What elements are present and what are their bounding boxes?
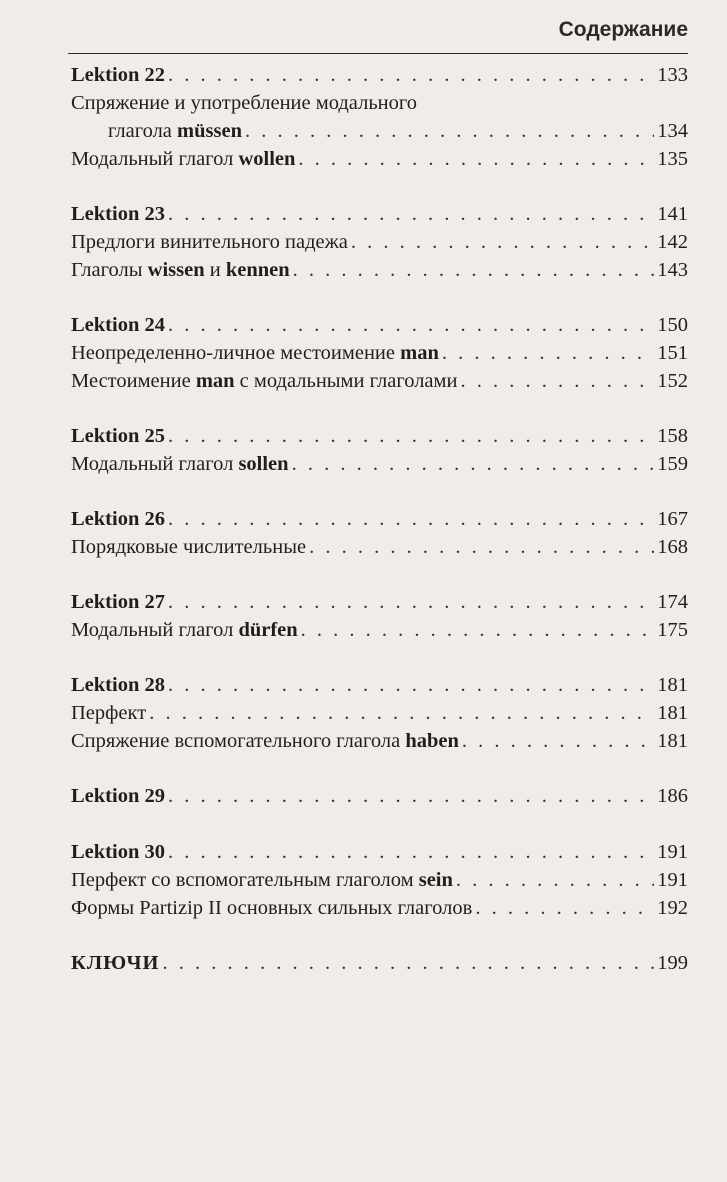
leader-dots — [168, 587, 654, 617]
toc-lesson-24[interactable] — [71, 310, 688, 340]
toc-entry-duerfen[interactable] — [71, 615, 688, 645]
page-number: 186 — [657, 785, 688, 807]
page-number: 181 — [657, 730, 688, 752]
leader-dots — [462, 726, 654, 756]
leader-dots — [351, 227, 654, 257]
toc-entry-partizip[interactable] — [71, 893, 688, 923]
toc-lesson-28[interactable] — [71, 670, 688, 700]
leader-dots — [301, 615, 655, 645]
leader-dots — [149, 698, 654, 728]
leader-dots — [293, 255, 655, 285]
page-number: 152 — [657, 370, 688, 392]
leader-dots — [168, 781, 654, 811]
page-number: 174 — [657, 591, 688, 613]
leader-dots — [298, 144, 654, 174]
leader-dots — [162, 948, 654, 978]
toc-entry-first-line: Спряжение и употребление модального — [71, 92, 418, 114]
toc-lesson-30[interactable] — [71, 837, 688, 867]
lesson-title: Lektion 29 — [71, 785, 165, 807]
page-number: 133 — [657, 64, 688, 86]
leader-dots — [245, 116, 654, 146]
page-number: 181 — [657, 674, 688, 696]
page-number: 191 — [657, 841, 688, 863]
toc-entry-man-modal[interactable] — [71, 366, 688, 396]
leader-dots — [168, 670, 654, 700]
toc-lesson-27[interactable] — [71, 587, 688, 617]
toc-entry-wissen-kennen[interactable] — [71, 255, 688, 285]
toc-entry-man[interactable] — [71, 338, 688, 368]
toc-entry-prepositions[interactable] — [71, 227, 688, 257]
page-number: 191 — [657, 869, 688, 891]
lesson-title: Lektion 22 — [71, 64, 165, 86]
lesson-title: Lektion 26 — [71, 508, 165, 530]
leader-dots — [456, 865, 654, 895]
entry-title: Глаголы wissen и kennen — [71, 259, 290, 281]
running-header: Содержание — [558, 18, 688, 41]
toc-lesson-23[interactable] — [71, 199, 688, 229]
toc-lesson-25[interactable] — [71, 421, 688, 451]
page-number: 141 — [657, 203, 688, 225]
page-number: 143 — [657, 259, 688, 281]
page-number: 175 — [657, 619, 688, 641]
toc-keys[interactable] — [71, 948, 688, 978]
entry-title: Порядковые числительные — [71, 536, 307, 558]
toc-lesson-29[interactable] — [71, 781, 688, 811]
toc-entry-perfekt[interactable] — [71, 698, 688, 728]
leader-dots — [460, 366, 654, 396]
leader-dots — [168, 310, 654, 340]
header-rule — [68, 53, 688, 54]
entry-title: Неопределенно-личное местоимение man — [71, 342, 439, 364]
lesson-title: Lektion 27 — [71, 591, 165, 613]
page-number: 142 — [657, 231, 688, 253]
page-number: 150 — [657, 314, 688, 336]
entry-title: Предлоги винительного падежа — [71, 231, 348, 253]
entry-title: Местоимение man с модальными глаголами — [71, 370, 458, 392]
entry-title: Перфект — [71, 702, 147, 724]
toc-entry-ordinals[interactable] — [71, 532, 688, 562]
page-number: 199 — [657, 952, 688, 974]
page-number: 158 — [657, 425, 688, 447]
page-number: 168 — [657, 536, 688, 558]
entry-title: Модальный глагол wollen — [71, 148, 296, 170]
lesson-title: Lektion 30 — [71, 841, 165, 863]
page-number: 192 — [657, 897, 688, 919]
toc-entry-wollen[interactable] — [71, 144, 688, 174]
leader-dots — [168, 421, 654, 451]
entry-title: глагола müssen — [108, 120, 242, 142]
page-number: 167 — [657, 508, 688, 530]
page-number: 181 — [657, 702, 688, 724]
entry-title: Модальный глагол dürfen — [71, 619, 298, 641]
entry-title: Формы Partizip II основных сильных глаголов — [71, 897, 473, 919]
page-number: 151 — [657, 342, 688, 364]
lesson-title: Lektion 23 — [71, 203, 165, 225]
leader-dots — [168, 60, 654, 90]
entry-title: Спряжение вспомогательного глагола haben — [71, 730, 459, 752]
toc-entry-haben[interactable] — [71, 726, 688, 756]
entry-title: Перфект со вспомогательным глаголом sein — [71, 869, 453, 891]
leader-dots — [292, 449, 655, 479]
toc-lesson-22[interactable] — [71, 60, 688, 90]
leader-dots — [168, 199, 654, 229]
toc-lesson-26[interactable] — [71, 504, 688, 534]
entry-title: Модальный глагол sollen — [71, 453, 289, 475]
leader-dots — [442, 338, 654, 368]
lesson-title: Lektion 24 — [71, 314, 165, 336]
keys-title: КЛЮЧИ — [71, 952, 160, 974]
leader-dots — [309, 532, 654, 562]
leader-dots — [475, 893, 654, 923]
page-number: 134 — [657, 120, 688, 142]
toc-entry-sein[interactable] — [71, 865, 688, 895]
page-number: 135 — [657, 148, 688, 170]
toc-entry-sollen[interactable] — [71, 449, 688, 479]
leader-dots — [168, 504, 654, 534]
lesson-title: Lektion 25 — [71, 425, 165, 447]
page-number: 159 — [657, 453, 688, 475]
leader-dots — [168, 837, 654, 867]
lesson-title: Lektion 28 — [71, 674, 165, 696]
toc-entry-muessen[interactable] — [108, 116, 688, 146]
